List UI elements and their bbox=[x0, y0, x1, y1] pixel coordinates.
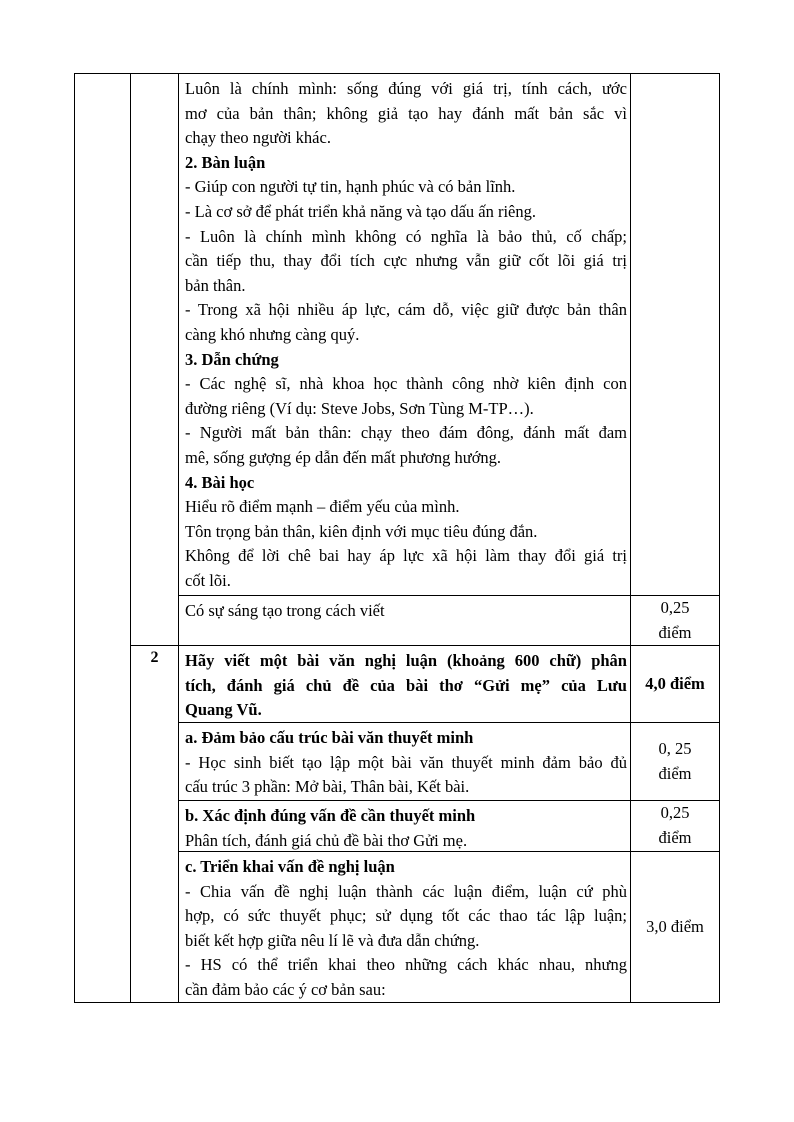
q2-criterion-a-cell bbox=[179, 723, 631, 801]
question-number-cell bbox=[131, 646, 179, 1002]
text-line: chạy theo người khác. bbox=[185, 128, 331, 148]
points-value: 4,0 điểm bbox=[645, 673, 705, 693]
text-line: mơ của bản thân; không giả tạo hay đánh mất bản sắc vì bbox=[185, 103, 627, 123]
text-line: Không để lời chê bai hay áp lực xã hội làm thay đổi giá trị bbox=[185, 546, 627, 566]
text-line: biết kết hợp giữa nêu lí lẽ và đưa dẫn chứng. bbox=[185, 930, 480, 950]
text-line: - HS có thể triển khai theo những cách khác nhau, nhưng bbox=[185, 955, 627, 975]
text-line: càng khó nhưng càng quý. bbox=[185, 324, 360, 344]
points-unit: điểm bbox=[658, 622, 692, 642]
q1-creativity-content-cell bbox=[179, 596, 631, 646]
text-line: Hiểu rõ điểm mạnh – điểm yếu của mình. bbox=[185, 497, 460, 517]
text-line: đường riêng (Ví dụ: Steve Jobs, Sơn Tùng M-TP…). bbox=[185, 398, 534, 418]
points-value: 0,25 bbox=[660, 803, 690, 823]
text-line: cốt lõi. bbox=[185, 570, 231, 590]
q1-body-content-cell bbox=[179, 74, 631, 596]
question-number: 2 bbox=[150, 649, 159, 666]
q1-body-points-cell bbox=[631, 74, 719, 596]
text-line: hợp, có sức thuyết phục; sử dụng tốt các thao tác lập luận; bbox=[185, 906, 627, 926]
q2-criterion-c-cell bbox=[179, 852, 631, 1002]
text-line: - Học sinh biết tạo lập một bài văn thuyết minh đảm bảo đủ bbox=[185, 752, 627, 772]
points-value: 0,25 bbox=[660, 597, 690, 617]
text-line: Phân tích, đánh giá chủ đề bài thơ Gửi mẹ. bbox=[185, 830, 468, 850]
text-line-heading: 3. Dẫn chứng bbox=[185, 349, 279, 369]
text-line: Tôn trọng bản thân, kiên định với mục tiêu đúng đắn. bbox=[185, 521, 538, 541]
text-line: - Luôn là chính mình không có nghĩa là bảo thủ, cố chấp; bbox=[185, 226, 627, 246]
text-line: - Người mất bản thân: chạy theo đám đông, đánh mất đam bbox=[185, 423, 627, 443]
text-line: cần đảm bảo các ý cơ bản sau: bbox=[185, 979, 386, 999]
q2-criterion-a-points-cell bbox=[631, 723, 719, 801]
text-line: Luôn là chính mình: sống đúng với giá trị, tính cách, ước bbox=[185, 79, 627, 98]
points-unit: điểm bbox=[658, 828, 692, 847]
text-line-heading: c. Triển khai vấn đề nghị luận bbox=[185, 857, 395, 876]
text-line-heading: b. Xác định đúng vấn đề cần thuyết minh bbox=[185, 806, 476, 825]
text-line: bản thân. bbox=[185, 275, 246, 295]
grading-rubric-table bbox=[74, 73, 720, 1003]
q2-criterion-b-points-cell bbox=[631, 801, 719, 852]
q2-criterion-b-cell bbox=[179, 801, 631, 852]
text-line: - Chia vấn đề nghị luận thành các luận điểm, luận cứ phù bbox=[185, 881, 627, 901]
text-line: - Các nghệ sĩ, nhà khoa học thành công nhờ kiên định con bbox=[185, 374, 627, 394]
text-line: - Là cơ sở để phát triển khả năng và tạo dấu ấn riêng. bbox=[185, 201, 536, 221]
text-line-prompt: Hãy viết một bài văn nghị luận (khoảng 600 chữ) phân bbox=[185, 651, 627, 670]
points-value: 3,0 điểm bbox=[646, 916, 704, 936]
question-number-empty-cell bbox=[131, 74, 179, 646]
text-line-heading: 2. Bàn luận bbox=[185, 152, 266, 172]
text-line: mê, sống gượng ép dẫn đến mất phương hướng. bbox=[185, 447, 502, 467]
points-unit: điểm bbox=[658, 763, 692, 783]
q2-prompt-points-cell bbox=[631, 646, 719, 723]
section-number-column-cell bbox=[75, 74, 131, 1002]
text-line-prompt: Quang Vũ. bbox=[185, 700, 262, 720]
text-line: cấu trúc 3 phần: Mở bài, Thân bài, Kết bài. bbox=[185, 777, 470, 797]
text-line: - Giúp con người tự tin, hạnh phúc và có bản lĩnh. bbox=[185, 177, 516, 197]
text-line: cần tiếp thu, thay đổi tích cực nhưng vẫn giữ cốt lõi giá trị bbox=[185, 251, 627, 271]
text-line: Có sự sáng tạo trong cách viết bbox=[185, 601, 385, 620]
q2-criterion-c-points-cell bbox=[631, 852, 719, 1002]
q2-prompt-cell bbox=[179, 646, 631, 723]
q1-creativity-points-cell bbox=[631, 596, 719, 646]
text-line-heading: a. Đảm bảo cấu trúc bài văn thuyết minh bbox=[185, 728, 474, 747]
points-value: 0, 25 bbox=[658, 738, 692, 758]
text-line-prompt: tích, đánh giá chủ đề của bài thơ “Gửi mẹ” của Lưu bbox=[185, 675, 627, 695]
text-line-heading: 4. Bài học bbox=[185, 472, 255, 492]
text-line: - Trong xã hội nhiều áp lực, cám dỗ, việc giữ được bản thân bbox=[185, 300, 627, 320]
